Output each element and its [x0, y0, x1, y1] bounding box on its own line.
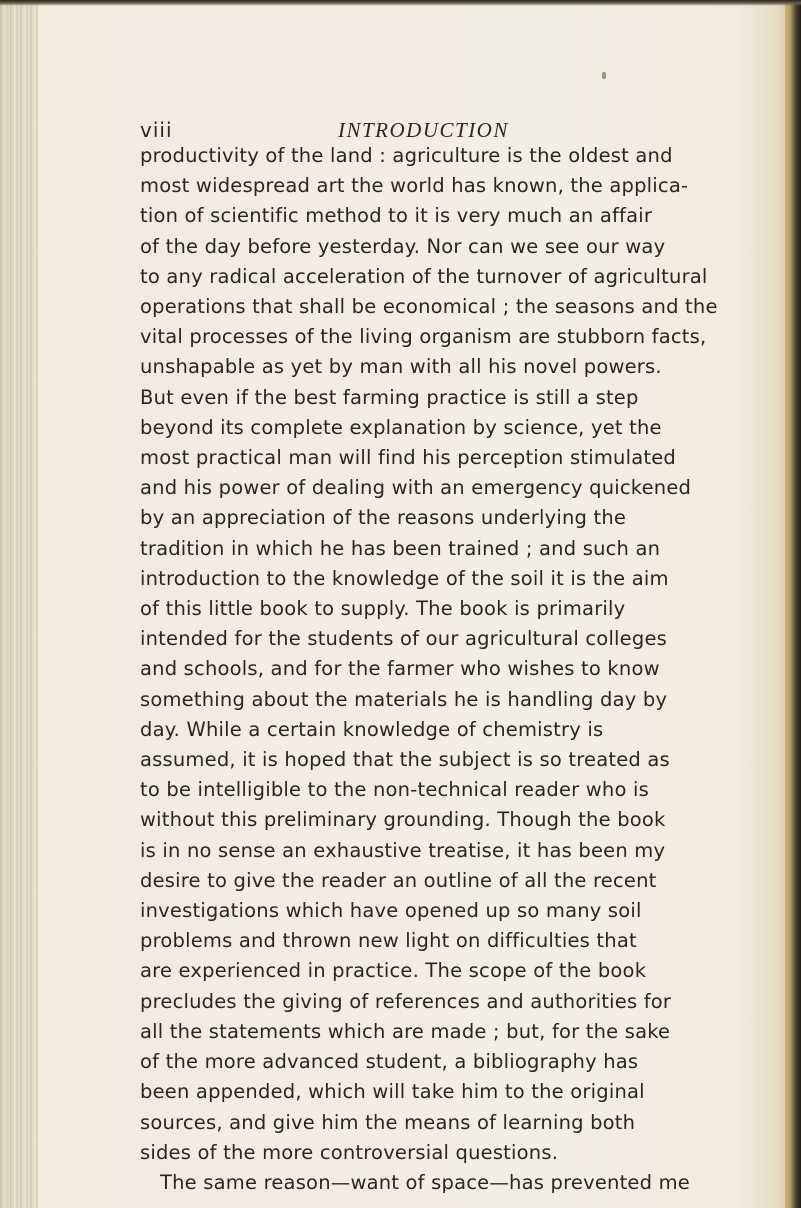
text-line: assumed, it is hoped that the subject is so treated as — [140, 748, 670, 772]
text-line: beyond its complete explanation by science, yet the — [140, 415, 662, 439]
text-line: is in no sense an exhaustive treatise, it has been my — [140, 838, 666, 862]
text-line: day. While a certain knowledge of chemistry is — [140, 717, 604, 741]
body-text — [140, 141, 740, 1198]
text-line: sides of the more controversial questions. — [140, 1140, 559, 1164]
text-line: something about the materials he is handling day by — [140, 687, 668, 711]
text-line: and schools, and for the farmer who wishes to know — [140, 657, 660, 681]
text-line: all the statements which are made ; but, for the sake — [140, 1019, 671, 1043]
text-line: tradition in which he has been trained ; and such an — [140, 536, 661, 560]
text-line: to be intelligible to the non-technical reader who is — [140, 778, 649, 802]
text-line: of this little book to supply. The book is primarily — [140, 597, 626, 621]
text-line: by an appreciation of the reasons underlying the — [140, 506, 627, 530]
text-line: But even if the best farming practice is still a step — [140, 385, 639, 409]
text-line: introduction to the knowledge of the soil it is the aim — [140, 566, 669, 590]
text-line: precludes the giving of references and authorities for — [140, 989, 672, 1013]
text-line: most widespread art the world has known, the applica- — [140, 174, 689, 198]
text-line: intended for the students of our agricultural colleges — [140, 627, 668, 651]
text-line: tion of scientific method to it is very much an affair — [140, 204, 653, 228]
text-line: investigations which have opened up so many soil — [140, 899, 642, 923]
text-line: of the more advanced student, a bibliography has — [140, 1050, 639, 1074]
text-line: vital processes of the living organism are stubborn facts, — [140, 325, 707, 349]
text-line: desire to give the reader an outline of all the recent — [140, 868, 657, 892]
text-line: unshapable as yet by man with all his novel powers. — [140, 355, 662, 379]
text-line: problems and thrown new light on difficulties that — [140, 929, 637, 953]
page-number: viii — [140, 118, 173, 142]
text-line: operations that shall be economical ; the seasons and the — [140, 295, 718, 319]
text-line: most practical man will find his perception stimulated — [140, 446, 676, 470]
text-line: sources, and give him the means of learning both — [140, 1110, 636, 1134]
text-line: without this preliminary grounding. Though the book — [140, 808, 666, 832]
running-head: INTRODUCTION — [338, 118, 509, 142]
text-line: of the day before yesterday. Nor can we see our way — [140, 234, 666, 258]
text-line: The same reason—want of space—has prevented me — [160, 1170, 690, 1194]
text-line: been appended, which will take him to the original — [140, 1080, 645, 1104]
page-edge — [785, 0, 801, 1208]
text-line: to any radical acceleration of the turnover of agricultural — [140, 264, 708, 288]
page-gutter-shadow — [0, 0, 38, 1208]
ink-mark — [602, 72, 606, 79]
page-top-edge — [0, 0, 801, 6]
text-line: productivity of the land : agriculture is the oldest and — [140, 144, 673, 167]
text-line: are experienced in practice. The scope of the book — [140, 959, 647, 983]
text-line: and his power of dealing with an emergency quickened — [140, 476, 692, 500]
